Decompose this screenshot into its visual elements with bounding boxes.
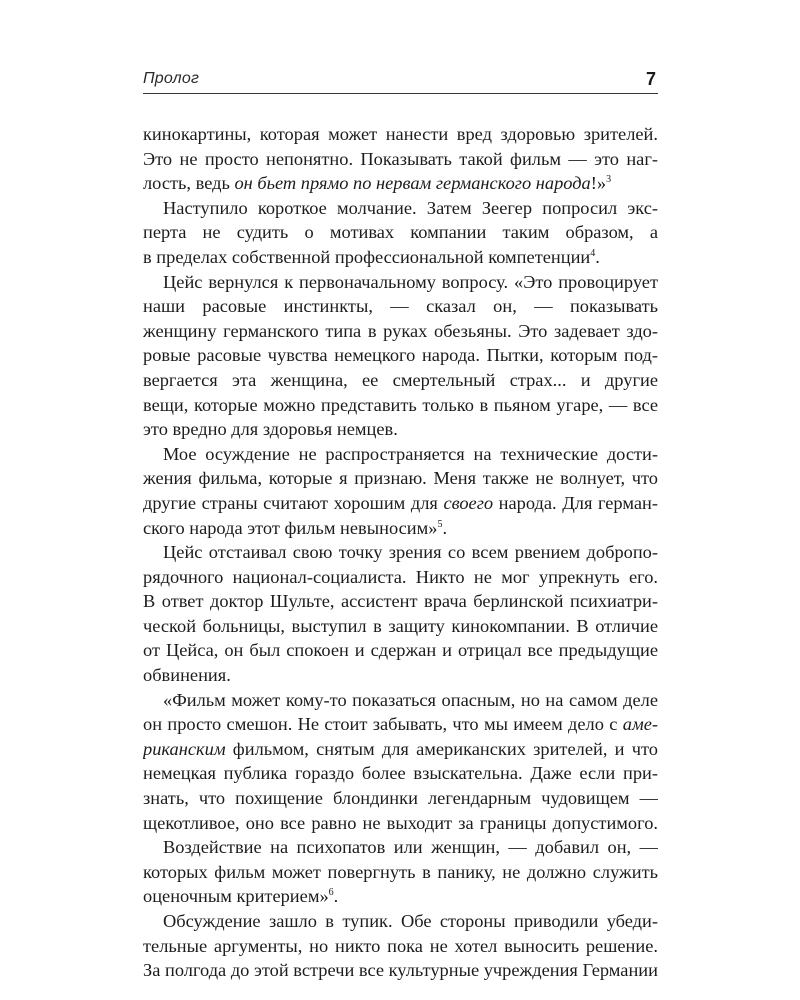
text-line	[143, 368, 658, 393]
text-run: он просто смешон. Не стоит забывать, что мы имеем дело с	[143, 714, 623, 735]
text-line	[143, 909, 658, 934]
text-line	[143, 589, 658, 614]
text-line	[143, 196, 658, 221]
text-line	[143, 245, 658, 270]
text-line	[143, 934, 658, 959]
text-line	[143, 638, 658, 663]
text-run: это вредно для здоровья немцев.	[143, 419, 398, 440]
text-line	[143, 811, 658, 836]
footnote-marker: 5	[437, 518, 443, 530]
text-line	[143, 270, 658, 295]
italic-run: он бьет прямо по нервам германского народа	[234, 173, 591, 194]
text-line	[143, 835, 658, 860]
text-line	[143, 565, 658, 590]
text-run: жения фильма, которые я признаю. Меня также не волнует, что	[143, 468, 658, 489]
text-run: обвинения.	[143, 665, 231, 686]
text-run: немецкая публика гораздо более взыскательна. Даже если при-	[143, 763, 658, 784]
text-run: ского народа этот фильм невыносим»	[143, 517, 438, 538]
text-run: перта не судить о мотивах компании таким образом, а	[143, 222, 658, 243]
text-line	[143, 737, 658, 762]
text-run: народа. Для герман-	[493, 492, 658, 513]
text-run: Обсуждение зашло в тупик. Обе стороны приводили убеди-	[163, 911, 658, 931]
text-line	[143, 319, 658, 344]
text-run: лость, ведь	[143, 173, 235, 194]
text-run: .	[333, 886, 339, 907]
text-line	[143, 712, 658, 737]
text-line	[143, 663, 658, 688]
text-run: .	[595, 246, 600, 267]
text-run: тельные аргументы, но никто пока не хотел выносить решение.	[143, 935, 658, 956]
text-line	[143, 761, 658, 786]
text-run: За полгода до этой встречи все культурные учреждения Германии	[143, 960, 658, 981]
text-run: вергается эта женщина, ее смертельный страх... и другие	[143, 369, 658, 390]
text-run: кинокартины, которая может нанести вред здоровью зрителей.	[143, 124, 658, 144]
text-line	[143, 343, 658, 368]
text-line	[143, 540, 658, 565]
text-run: щекотливое, оно все равно не выходит за границы допустимого.	[143, 812, 658, 833]
text-line	[143, 417, 658, 442]
text-run: Воздействие на психопатов или женщин, — добавил он, —	[163, 837, 658, 858]
text-run: Наступило короткое молчание. Затем Зеегер попросил экс-	[163, 197, 658, 218]
running-head	[143, 70, 658, 94]
text-run: В ответ доктор Шульте, ассистент врача берлинской психиатри-	[143, 591, 658, 612]
text-run: фильмом, снятым для американских зрителей, и что	[225, 738, 658, 759]
text-line	[143, 491, 658, 516]
text-line	[143, 860, 658, 885]
text-line	[143, 393, 658, 418]
body-text	[143, 122, 658, 983]
text-run: .	[442, 517, 448, 538]
text-line	[143, 171, 658, 196]
page-number: 7	[645, 69, 656, 89]
chapter-title: Пролог	[143, 70, 200, 87]
text-line	[143, 294, 658, 319]
text-run: !»	[590, 173, 607, 194]
text-run: ческой больницы, выступил в защиту кинокомпании. В отличие	[143, 615, 658, 636]
text-line	[143, 688, 658, 713]
text-run: рядочного национал-социалиста. Никто не мог упрекнуть его.	[143, 566, 658, 587]
text-line	[143, 147, 658, 172]
text-line	[143, 220, 658, 245]
footnote-marker: 3	[606, 174, 612, 186]
text-run: Цейс отстаивал свою точку зрения со всем рвением добропо-	[163, 542, 658, 563]
text-run: оценочным критерием»	[143, 886, 329, 907]
italic-run: аме-	[622, 714, 658, 735]
footnote-marker: 4	[590, 247, 596, 259]
footnote-marker: 6	[328, 887, 334, 899]
text-run: Это не просто непонятно. Показывать такой фильм — это наг-	[143, 148, 658, 169]
text-run: наши расовые инстинкты, — сказал он, — показывать	[143, 296, 658, 317]
text-run: ровые расовые чувства немецкого народа. Пытки, которым под-	[143, 345, 658, 366]
text-run: Цейс вернулся к первоначальному вопросу. «Это провоцирует	[163, 271, 658, 292]
text-run: знать, что похищение блондинки легендарным чудовищем —	[143, 788, 658, 809]
text-line	[143, 442, 658, 467]
text-line	[143, 614, 658, 639]
text-run: Мое осуждение не распространяется на технические дости-	[163, 443, 658, 464]
text-line	[143, 884, 658, 909]
text-line	[143, 466, 658, 491]
text-run: которых фильм может повергнуть в панику, не должно служить	[143, 861, 658, 882]
text-run: «Фильм может кому-то показаться опасным, но на самом деле	[163, 689, 658, 710]
text-run: другие страны считают хорошим для	[143, 492, 444, 513]
italic-run: риканским	[143, 738, 226, 759]
text-run: от Цейса, он был спокоен и сдержан и отрицал все предыдущие	[143, 640, 658, 661]
text-line	[143, 786, 658, 811]
text-line	[143, 958, 658, 983]
text-run: вещи, которые можно представить только в пьяном угаре, — все	[143, 394, 658, 415]
header-rule	[143, 93, 658, 94]
italic-run: своего	[443, 492, 494, 513]
text-run: женщину германского типа в руках обезьяны. Это задевает здо-	[143, 320, 658, 341]
text-line	[143, 516, 658, 541]
text-run: в пределах собственной профессиональной компетенции	[143, 246, 591, 267]
text-line	[143, 122, 658, 147]
